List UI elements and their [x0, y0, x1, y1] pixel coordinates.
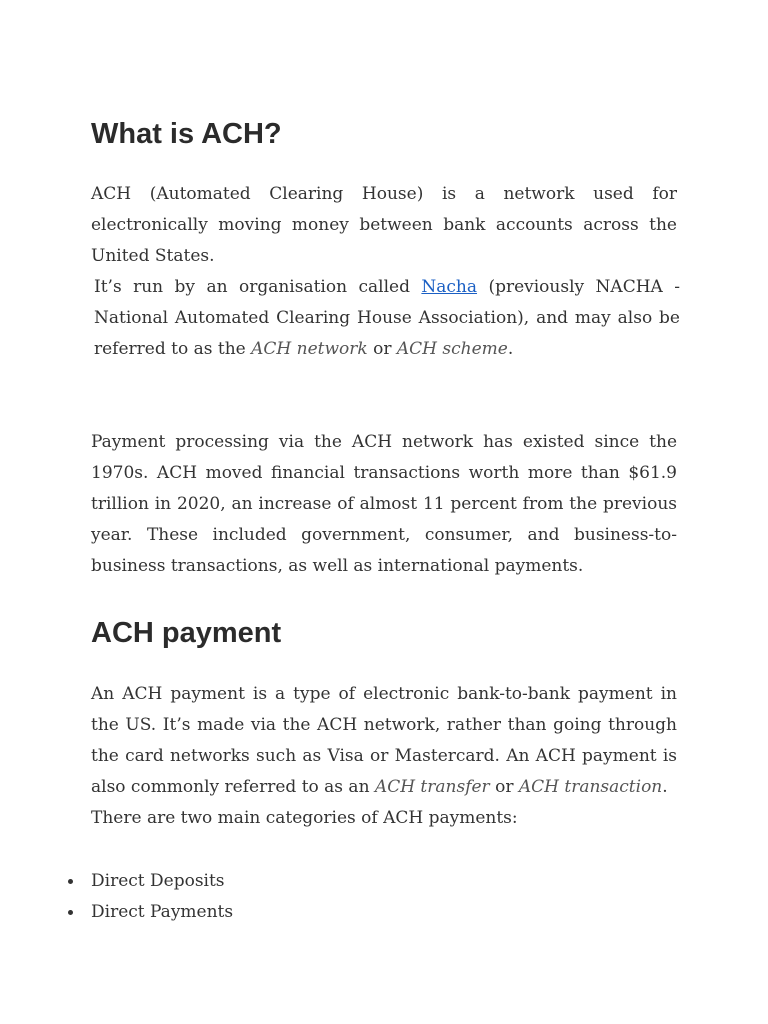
- list-item: [91, 897, 677, 928]
- ach-scheme-term: ACH scheme: [396, 339, 508, 359]
- paragraph-ach-payment-text-1: An ACH payment is a type of electronic bank-to-bank payment in the US. It’s made via the ACH network, rather than going through the card networks such as Visa or Mastercard. An ACH payment is also commonly referred to as an: [91, 684, 677, 797]
- paragraph-nacha-text-4: .: [507, 339, 514, 359]
- paragraph-nacha-text-3: or: [367, 339, 397, 359]
- bullet-icon: [68, 879, 73, 884]
- heading-what-is-ach: What is ACH?: [91, 118, 282, 150]
- paragraph-history: Payment processing via the ACH network has existed since the 1970s. ACH moved financial transactions worth more than $61.9 trillion in 2020, an increase of almost 11 percent from the previous year. These included government, consumer, and business-to-business transactions, as well as international payments.: [91, 432, 677, 576]
- ach-transfer-term: ACH transfer: [374, 777, 490, 797]
- bullet-icon: [68, 910, 73, 915]
- paragraph-categories-intro: There are two main categories of ACH payments:: [91, 808, 518, 828]
- paragraph-ach-payment-text-2: or: [489, 777, 519, 797]
- paragraph-ach-payment: [91, 679, 677, 803]
- paragraph-nacha-text-2: (previously NACHA - National Automated Clearing House Association), and may also be referred to as the: [94, 277, 680, 359]
- ach-transaction-term: ACH transaction: [518, 777, 663, 797]
- list-item-label: Direct Deposits: [91, 871, 225, 891]
- paragraph-ach-definition: ACH (Automated Clearing House) is a network used for electronically moving money between bank accounts across the United States.: [91, 184, 677, 266]
- list-item-label: Direct Payments: [91, 902, 234, 922]
- ach-network-term: ACH network: [251, 339, 368, 359]
- paragraph-ach-payment-text-3: .: [662, 777, 668, 797]
- heading-ach-payment: ACH payment: [91, 617, 282, 649]
- list-item: [91, 866, 677, 897]
- paragraph-nacha-text-1: It’s run by an organisation called: [94, 277, 422, 297]
- paragraph-nacha: [91, 272, 680, 365]
- ach-categories-list: [91, 866, 677, 928]
- nacha-link[interactable]: Nacha: [421, 277, 478, 297]
